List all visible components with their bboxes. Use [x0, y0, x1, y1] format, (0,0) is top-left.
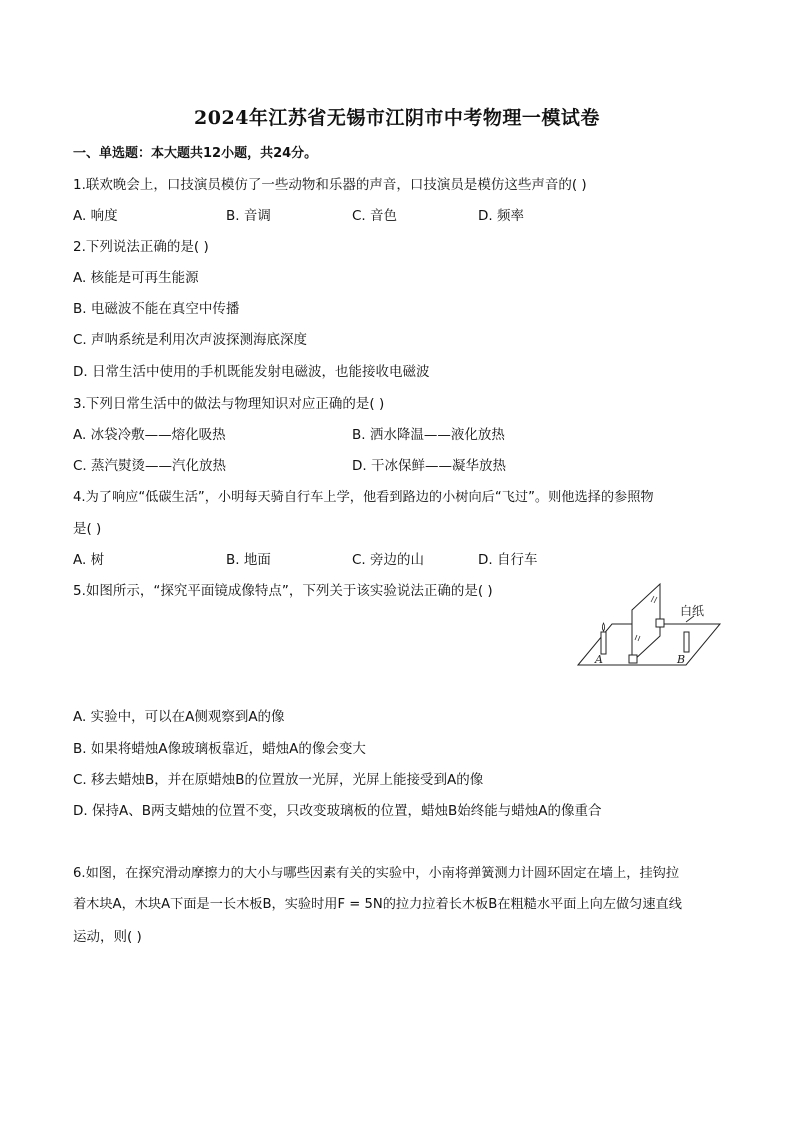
question-1-option-a: A. 响度: [73, 208, 118, 224]
question-5-option-c: C. 移去蜡烛B，并在原蜡烛B的位置放一光屏，光屏上能接受到A的像: [73, 772, 484, 788]
question-5-option-a: A. 实验中，可以在A侧观察到A的像: [73, 709, 285, 725]
candle-a: [601, 632, 606, 654]
page-title: 2024年江苏省无锡市江阴市中考物理一模试卷: [194, 107, 600, 129]
question-3-option-d: D. 干冰保鲜——凝华放热: [352, 458, 506, 474]
candle-b: [684, 632, 689, 652]
candle-flame-icon: [602, 623, 604, 631]
question-1-option-c: C. 音色: [352, 208, 398, 224]
glass-clamp: [629, 655, 637, 663]
question-3-option-c: C. 蒸汽熨烫——汽化放热: [73, 458, 227, 474]
question-2-option-d: D. 日常生活中使用的手机既能发射电磁波，也能接收电磁波: [73, 364, 430, 380]
question-4-stem-line1: 4.为了响应“低碳生活”，小明每天骑自行车上学，他看到路边的小树向后“飞过”。则他选择的参照物: [73, 490, 654, 505]
plane-mirror-experiment-figure: [574, 582, 724, 670]
candle-a-label: A: [595, 653, 603, 666]
question-4-stem-line2: 是( ): [73, 521, 102, 537]
question-3-stem: 3.下列日常生活中的做法与物理知识对应正确的是( ): [73, 396, 385, 412]
question-5-option-d: D. 保持A、B两支蜡烛的位置不变，只改变玻璃板的位置，蜡烛B始终能与蜡烛A的像重合: [73, 803, 602, 819]
question-6-stem-line2: 着木块A，木块A下面是一长木板B，实验时用F = 5N的拉力拉着长木板B在粗糙水平面上向左做匀速直线: [73, 897, 682, 912]
glass-clamp: [656, 619, 664, 627]
question-4-option-c: C. 旁边的山: [352, 552, 425, 568]
question-3-option-a: A. 冰袋冷敷——熔化吸热: [73, 427, 226, 443]
white-paper-label: 白纸: [680, 604, 705, 618]
candle-b-label: B: [677, 653, 686, 666]
question-4-option-b: B. 地面: [226, 552, 271, 568]
question-6-stem-line1: 6.如图，在探究滑动摩擦力的大小与哪些因素有关的实验中，小南将弹簧测力计圆环固定在墙上，挂钩拉: [73, 866, 680, 881]
question-1-option-d: D. 频率: [478, 208, 524, 224]
question-6-stem-line3: 运动，则( ): [73, 929, 142, 945]
question-2-option-a: A. 核能是可再生能源: [73, 270, 199, 286]
question-5-option-b: B. 如果将蜡烛A像玻璃板靠近，蜡烛A的像会变大: [73, 741, 366, 757]
section-heading: 一、单选题：本大题共12小题，共24分。: [73, 146, 318, 161]
question-1-stem: 1.联欢晚会上，口技演员模仿了一些动物和乐器的声音，口技演员是模仿这些声音的( ): [73, 177, 587, 193]
question-5-stem: 5.如图所示，“探究平面镜成像特点”，下列关于该实验说法正确的是( ): [73, 583, 493, 599]
question-2-option-b: B. 电磁波不能在真空中传播: [73, 301, 240, 317]
question-3-option-b: B. 洒水降温——液化放热: [352, 427, 505, 443]
question-4-option-a: A. 树: [73, 552, 105, 568]
question-1-option-b: B. 音调: [226, 208, 271, 224]
question-2-option-c: C. 声呐系统是利用次声波探测海底深度: [73, 332, 308, 348]
question-2-stem: 2.下列说法正确的是( ): [73, 239, 209, 255]
question-4-option-d: D. 自行车: [478, 552, 538, 568]
